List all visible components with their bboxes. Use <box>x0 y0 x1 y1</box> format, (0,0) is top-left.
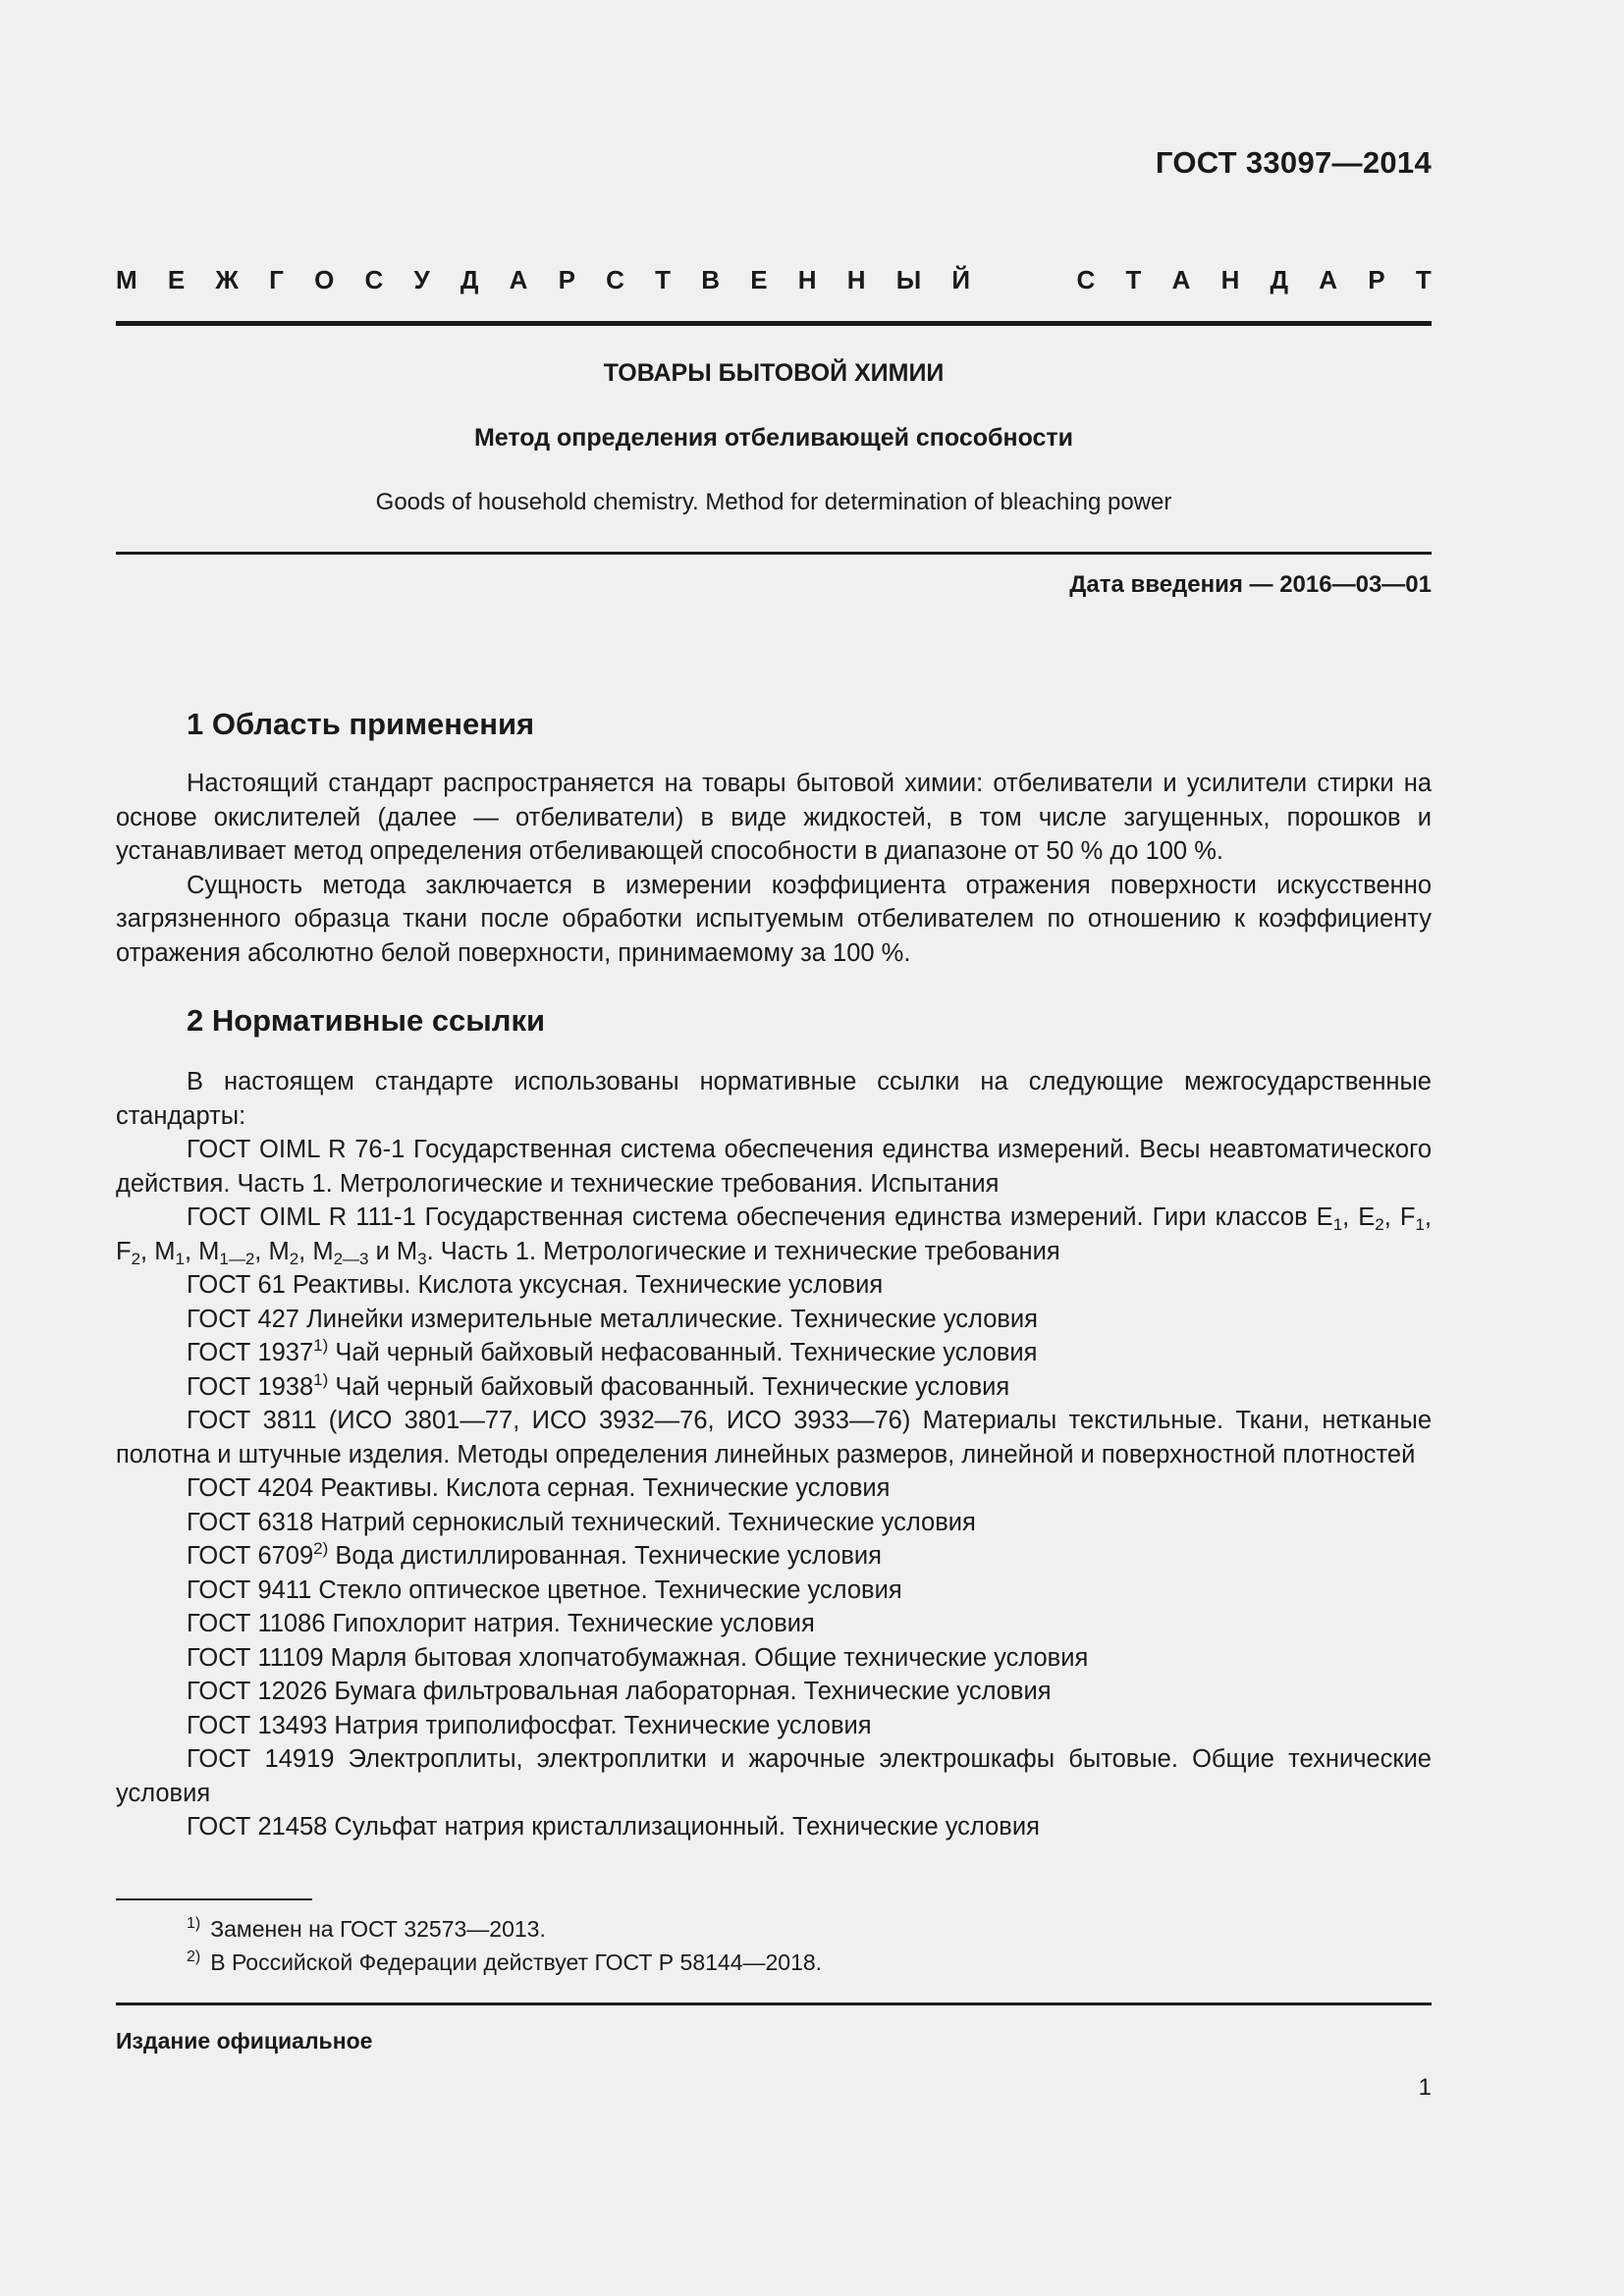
reference-item: ГОСТ 11086 Гипохлорит натрия. Технические условия <box>187 1610 815 1637</box>
banner-letter: Д <box>1270 265 1289 294</box>
banner-letter: А <box>509 265 528 294</box>
reference-item: ГОСТ 1938$^{1)}$ Чай черный байховый фасованный. Технические условия <box>187 1369 1010 1401</box>
banner-letter: Р <box>558 265 575 294</box>
footnotes <box>187 1912 822 1979</box>
banner-letter: А <box>1319 265 1338 294</box>
official-edition-label: Издание официальное <box>116 2028 373 2054</box>
banner-letter: М <box>116 265 137 294</box>
reference-item: ГОСТ 12026 Бумага фильтровальная лабораторная. Технические условия <box>187 1678 1052 1705</box>
footer-rule <box>116 2002 1432 2005</box>
banner-letter: У <box>413 265 430 294</box>
paragraph: Настоящий стандарт распространяется на товары бытовой химии: отбеливатели и усилители стирки на основе окислителей (далее — отбеливатели) в виде жидкостей, в том числе загущенных, порошков и устанавливает метод определения отбеливающей способности в диапазоне от 50 % до 100 %. <box>116 770 1432 865</box>
banner-letter: С <box>606 265 624 294</box>
reference-item: ГОСТ 427 Линейки измерительные металлические. Технические условия <box>187 1305 1038 1333</box>
section-2-heading: 2 Нормативные ссылки <box>187 1003 546 1038</box>
banner-word-gap <box>1001 265 1046 295</box>
reference-item: ГОСТ OIML R 111-1 Государственная система обеспечения единства измерений. Гири классов $E_1$, $E_2$, $F_1$, $F_2$, $M_1$, $M_{1—2}$, $M_2$, $M_{2—3}$ и $M_3$. Часть 1. Метрологические и технические требования <box>116 1203 1432 1268</box>
banner-letter: Т <box>1415 265 1432 294</box>
reference-item: ГОСТ OIML R 76-1 Государственная система обеспечения единства измерений. Весы неавтоматического действия. Часть 1. Метрологические и технические требования. Испытания <box>116 1136 1432 1198</box>
section-2-body <box>116 1065 1432 1844</box>
banner-letter: Р <box>1368 265 1385 294</box>
banner-letter: Е <box>750 265 768 294</box>
reference-item: ГОСТ 11109 Марля бытовая хлопчатобумажная. Общие технические условия <box>187 1643 1089 1672</box>
document-page <box>116 0 1432 2296</box>
banner-letter: Т <box>1125 265 1142 294</box>
reference-item: ГОСТ 9411 Стекло оптическое цветное. Технические условия <box>187 1575 902 1604</box>
reference-item: ГОСТ 21458 Сульфат натрия кристаллизационный. Технические условия <box>187 1813 1040 1841</box>
reference-item: ГОСТ 13493 Натрия триполифосфат. Технические условия <box>187 1711 872 1739</box>
banner-letter: Д <box>460 265 479 294</box>
banner-letter: Ы <box>895 265 922 294</box>
document-title-english: Goods of household chemistry. Method for determination of bleaching power <box>375 489 1172 515</box>
title-rule <box>116 552 1432 555</box>
reference-item: ГОСТ 14919 Электроплиты, электроплитки и жарочные электрошкафы бытовые. Общие технические условия <box>116 1745 1432 1807</box>
document-number: ГОСТ 33097—2014 <box>1155 145 1432 180</box>
introduction-date: Дата введения — 2016—03—01 <box>1069 571 1432 598</box>
paragraph: Сущность метода заключается в измерении коэффициента отражения поверхности искусственно загрязненного образца ткани после обработки испытуемым отбеливателем по отношению к коэффициенту отражения абсолютно белой поверхности, принимаемому за 100 %. <box>116 871 1432 967</box>
paragraph: В настоящем стандарте использованы нормативные ссылки на следующие межгосударственные стандарты: <box>116 1068 1432 1130</box>
banner-letter: С <box>1076 265 1096 294</box>
banner-letter: В <box>701 265 721 294</box>
reference-item: ГОСТ 1937$^{1)}$ Чай черный байховый нефасованный. Технические условия <box>187 1336 1038 1366</box>
document-title: ТОВАРЫ БЫТОВОЙ ХИМИИ <box>603 359 945 387</box>
banner-letter: А <box>1171 265 1191 294</box>
reference-item: ГОСТ 6318 Натрий сернокислый технический. Технические условия <box>187 1508 976 1536</box>
reference-item: ГОСТ 61 Реактивы. Кислота уксусная. Технические условия <box>187 1271 884 1299</box>
reference-item: ГОСТ 3811 (ИСО 3801—77, ИСО 3932—76, ИСО 3933—76) Материалы текстильные. Ткани, нетканые полотна и штучные изделия. Методы определения линейных размеров, линейной и поверхностной плотностей <box>116 1407 1432 1468</box>
banner-letter: Н <box>797 265 817 294</box>
reference-item: ГОСТ 4204 Реактивы. Кислота серная. Технические условия <box>187 1474 891 1502</box>
interstate-standard-banner <box>116 265 1432 295</box>
footnote-ref: 1) <box>313 1369 329 1389</box>
footnote: $^{2)}$ В Российской Федерации действует ГОСТ Р 58144—2018. <box>187 1949 823 1975</box>
banner-letter: Н <box>846 265 866 294</box>
banner-letter: Е <box>167 265 186 294</box>
footnote-ref: 2) <box>313 1539 329 1558</box>
page-number: 1 <box>1418 2074 1432 2101</box>
footnote-ref: 1) <box>313 1336 329 1355</box>
banner-letter: Ж <box>215 265 239 294</box>
section-1-body <box>116 767 1432 970</box>
banner-letter: С <box>364 265 384 294</box>
header-rule <box>116 321 1432 326</box>
banner-letter: Т <box>655 265 672 294</box>
banner-letter: Й <box>951 265 971 294</box>
banner-letter: Н <box>1220 265 1240 294</box>
reference-item: ГОСТ 6709$^{2)}$ Вода дистиллированная. Технические условия <box>187 1539 882 1570</box>
document-subtitle: Метод определения отбеливающей способности <box>473 424 1074 452</box>
banner-letter: О <box>314 265 335 294</box>
footnote: $^{1)}$ Заменен на ГОСТ 32573—2013. <box>187 1915 546 1942</box>
banner-letter: Г <box>269 265 284 294</box>
section-1-heading: 1 Область применения <box>187 707 535 741</box>
footnote-separator <box>116 1898 312 1900</box>
